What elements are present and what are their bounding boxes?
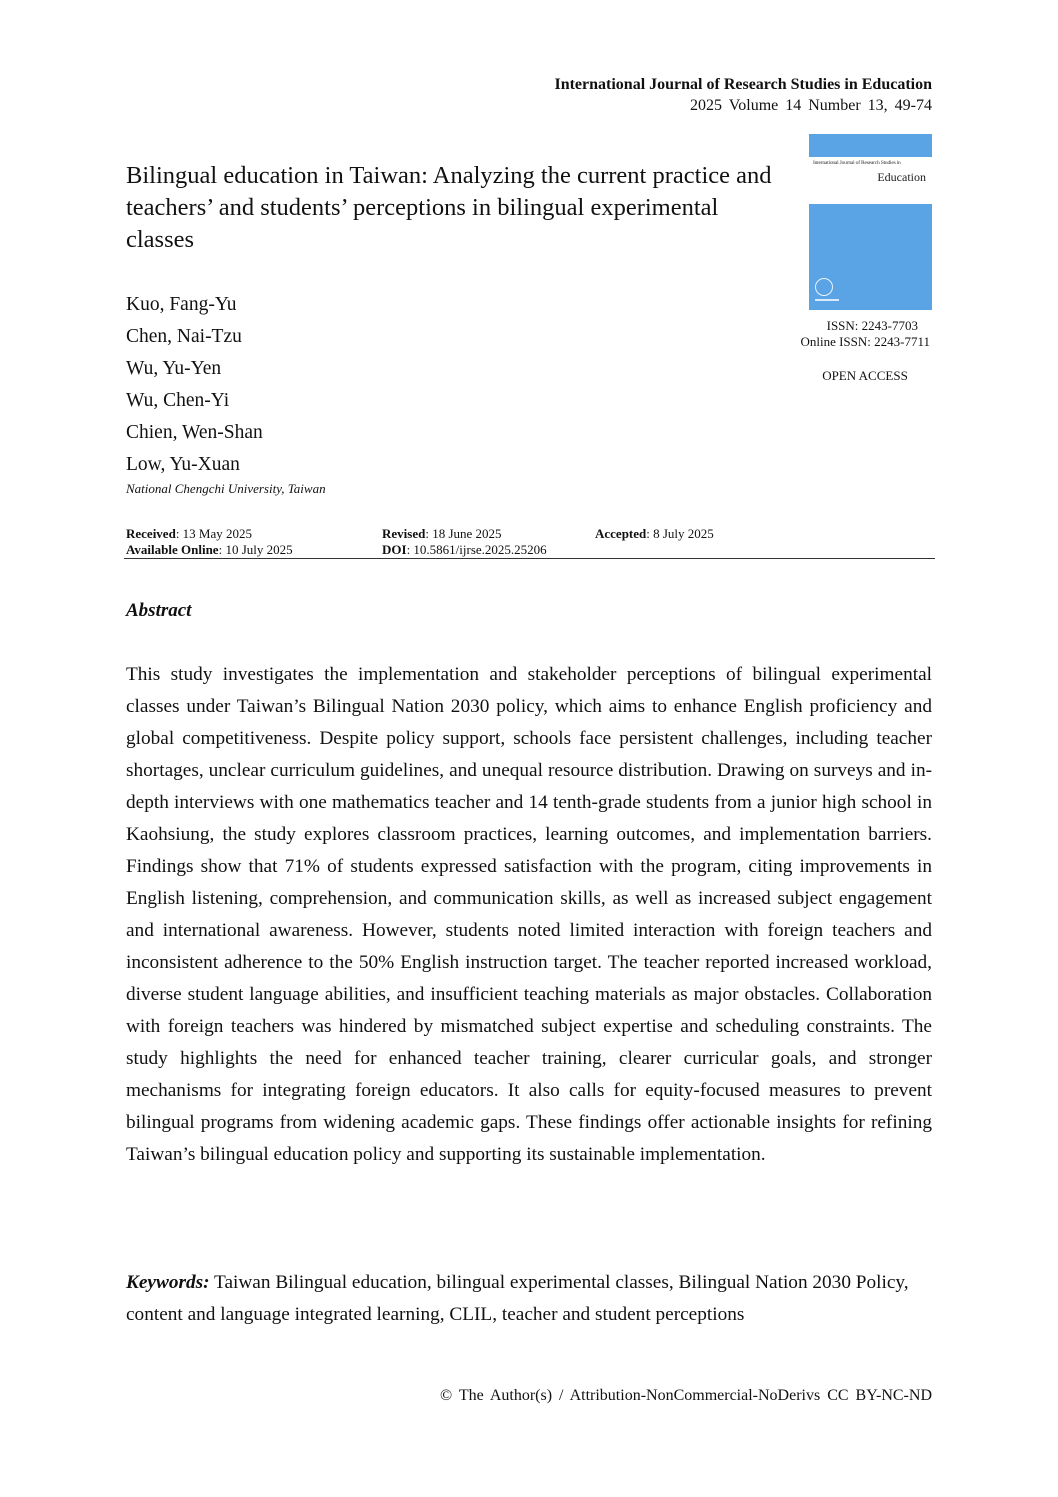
- doi[interactable]: DOI: 10.5861/ijrse.2025.25206: [382, 542, 547, 557]
- online-issn: Online ISSN: 2243-7711: [800, 334, 930, 349]
- article-title: Bilingual education in Taiwan: Analyzing the current practice and teachers’ and students’ perceptions in bilingual experimental classes: [126, 162, 772, 253]
- keywords-text: Taiwan Bilingual education, bilingual experimental classes, Bilingual Nation 2030 Policy, content and language integrated learning, CLIL, teacher and student perceptions: [126, 1272, 909, 1325]
- abstract-body: This study investigates the implementation and stakeholder perceptions of bilingual experimental classes under Taiwan’s Bilingual Nation 2030 policy, which aims to enhance English proficiency and global competitiveness. Despite policy support, schools face persistent challenges, including teacher shortages, unclear curriculum guidelines, and unequal resource distribution. Drawing on surveys and in-depth interviews with one mathematics teacher and 14 tenth-grade students from a junior high school in Kaohsiung, the study explores classroom practices, learning outcomes, and implementation barriers. Findings show that 71% of students expressed satisfaction with the program, citing improvements in English listening, comprehension, and communication skills, as well as increased subject engagement and international awareness. However, students noted limited interaction with foreign teachers and inconsistent adherence to the 50% English instruction target. The teacher reported increased workload, diverse student language abilities, and insufficient teaching materials as major obstacles. Collaboration with foreign teachers was hindered by mismatched subject expertise and scheduling constraints. The study highlights the need for enhanced teacher training, clearer curricular goals, and stronger mechanisms for integrating foreign educators. It also calls for equity-focused measures to prevent bilingual programs from widening academic gaps. These findings offer actionable insights for refining Taiwan’s bilingual education policy and supporting its sustainable implementation.: [126, 664, 932, 1165]
- cover-subject: Education: [877, 170, 926, 184]
- author-name: Wu, Chen-Yi: [126, 390, 230, 411]
- cover-bottom-panel: [809, 204, 932, 310]
- author-name: Kuo, Fang-Yu: [126, 294, 237, 315]
- journal-issue-line: 2025 Volume 14 Number 13, 49-74: [690, 97, 932, 114]
- journal-cover-thumbnail: [809, 134, 932, 310]
- author-name: Chen, Nai-Tzu: [126, 326, 242, 347]
- header-divider: [124, 558, 935, 559]
- author-name: Chien, Wen-Shan: [126, 422, 263, 443]
- revised-date: Revised: 18 June 2025: [382, 526, 502, 541]
- author-name: Low, Yu-Xuan: [126, 454, 240, 475]
- author-name: Wu, Yu-Yen: [126, 358, 222, 379]
- keywords: [126, 1267, 934, 1331]
- print-issn: ISSN: 2243-7703: [826, 318, 918, 333]
- accepted-date: Accepted: 8 July 2025: [595, 526, 714, 541]
- journal-name: International Journal of Research Studies in Education: [554, 76, 932, 93]
- received-date: Received: 13 May 2025: [126, 526, 253, 541]
- publisher-emblem-icon: [815, 278, 833, 296]
- available-online-date: Available Online: 10 July 2025: [126, 542, 293, 557]
- cover-journal-name: International Journal of Research Studies in: [813, 160, 901, 166]
- keywords-label: Keywords:: [126, 1272, 210, 1293]
- abstract-heading: Abstract: [126, 600, 192, 621]
- author-affiliation: National Chengchi University, Taiwan: [126, 481, 326, 496]
- issn-block: [790, 318, 930, 350]
- publisher-caption: [815, 299, 839, 301]
- license-footer: © The Author(s) / Attribution-NonCommercial-NoDerivs CC BY-NC-ND: [439, 1387, 932, 1404]
- open-access-label: OPEN ACCESS: [822, 368, 908, 383]
- publication-dates: [126, 526, 934, 558]
- cover-top-band: [809, 134, 932, 157]
- author-list: [126, 289, 326, 497]
